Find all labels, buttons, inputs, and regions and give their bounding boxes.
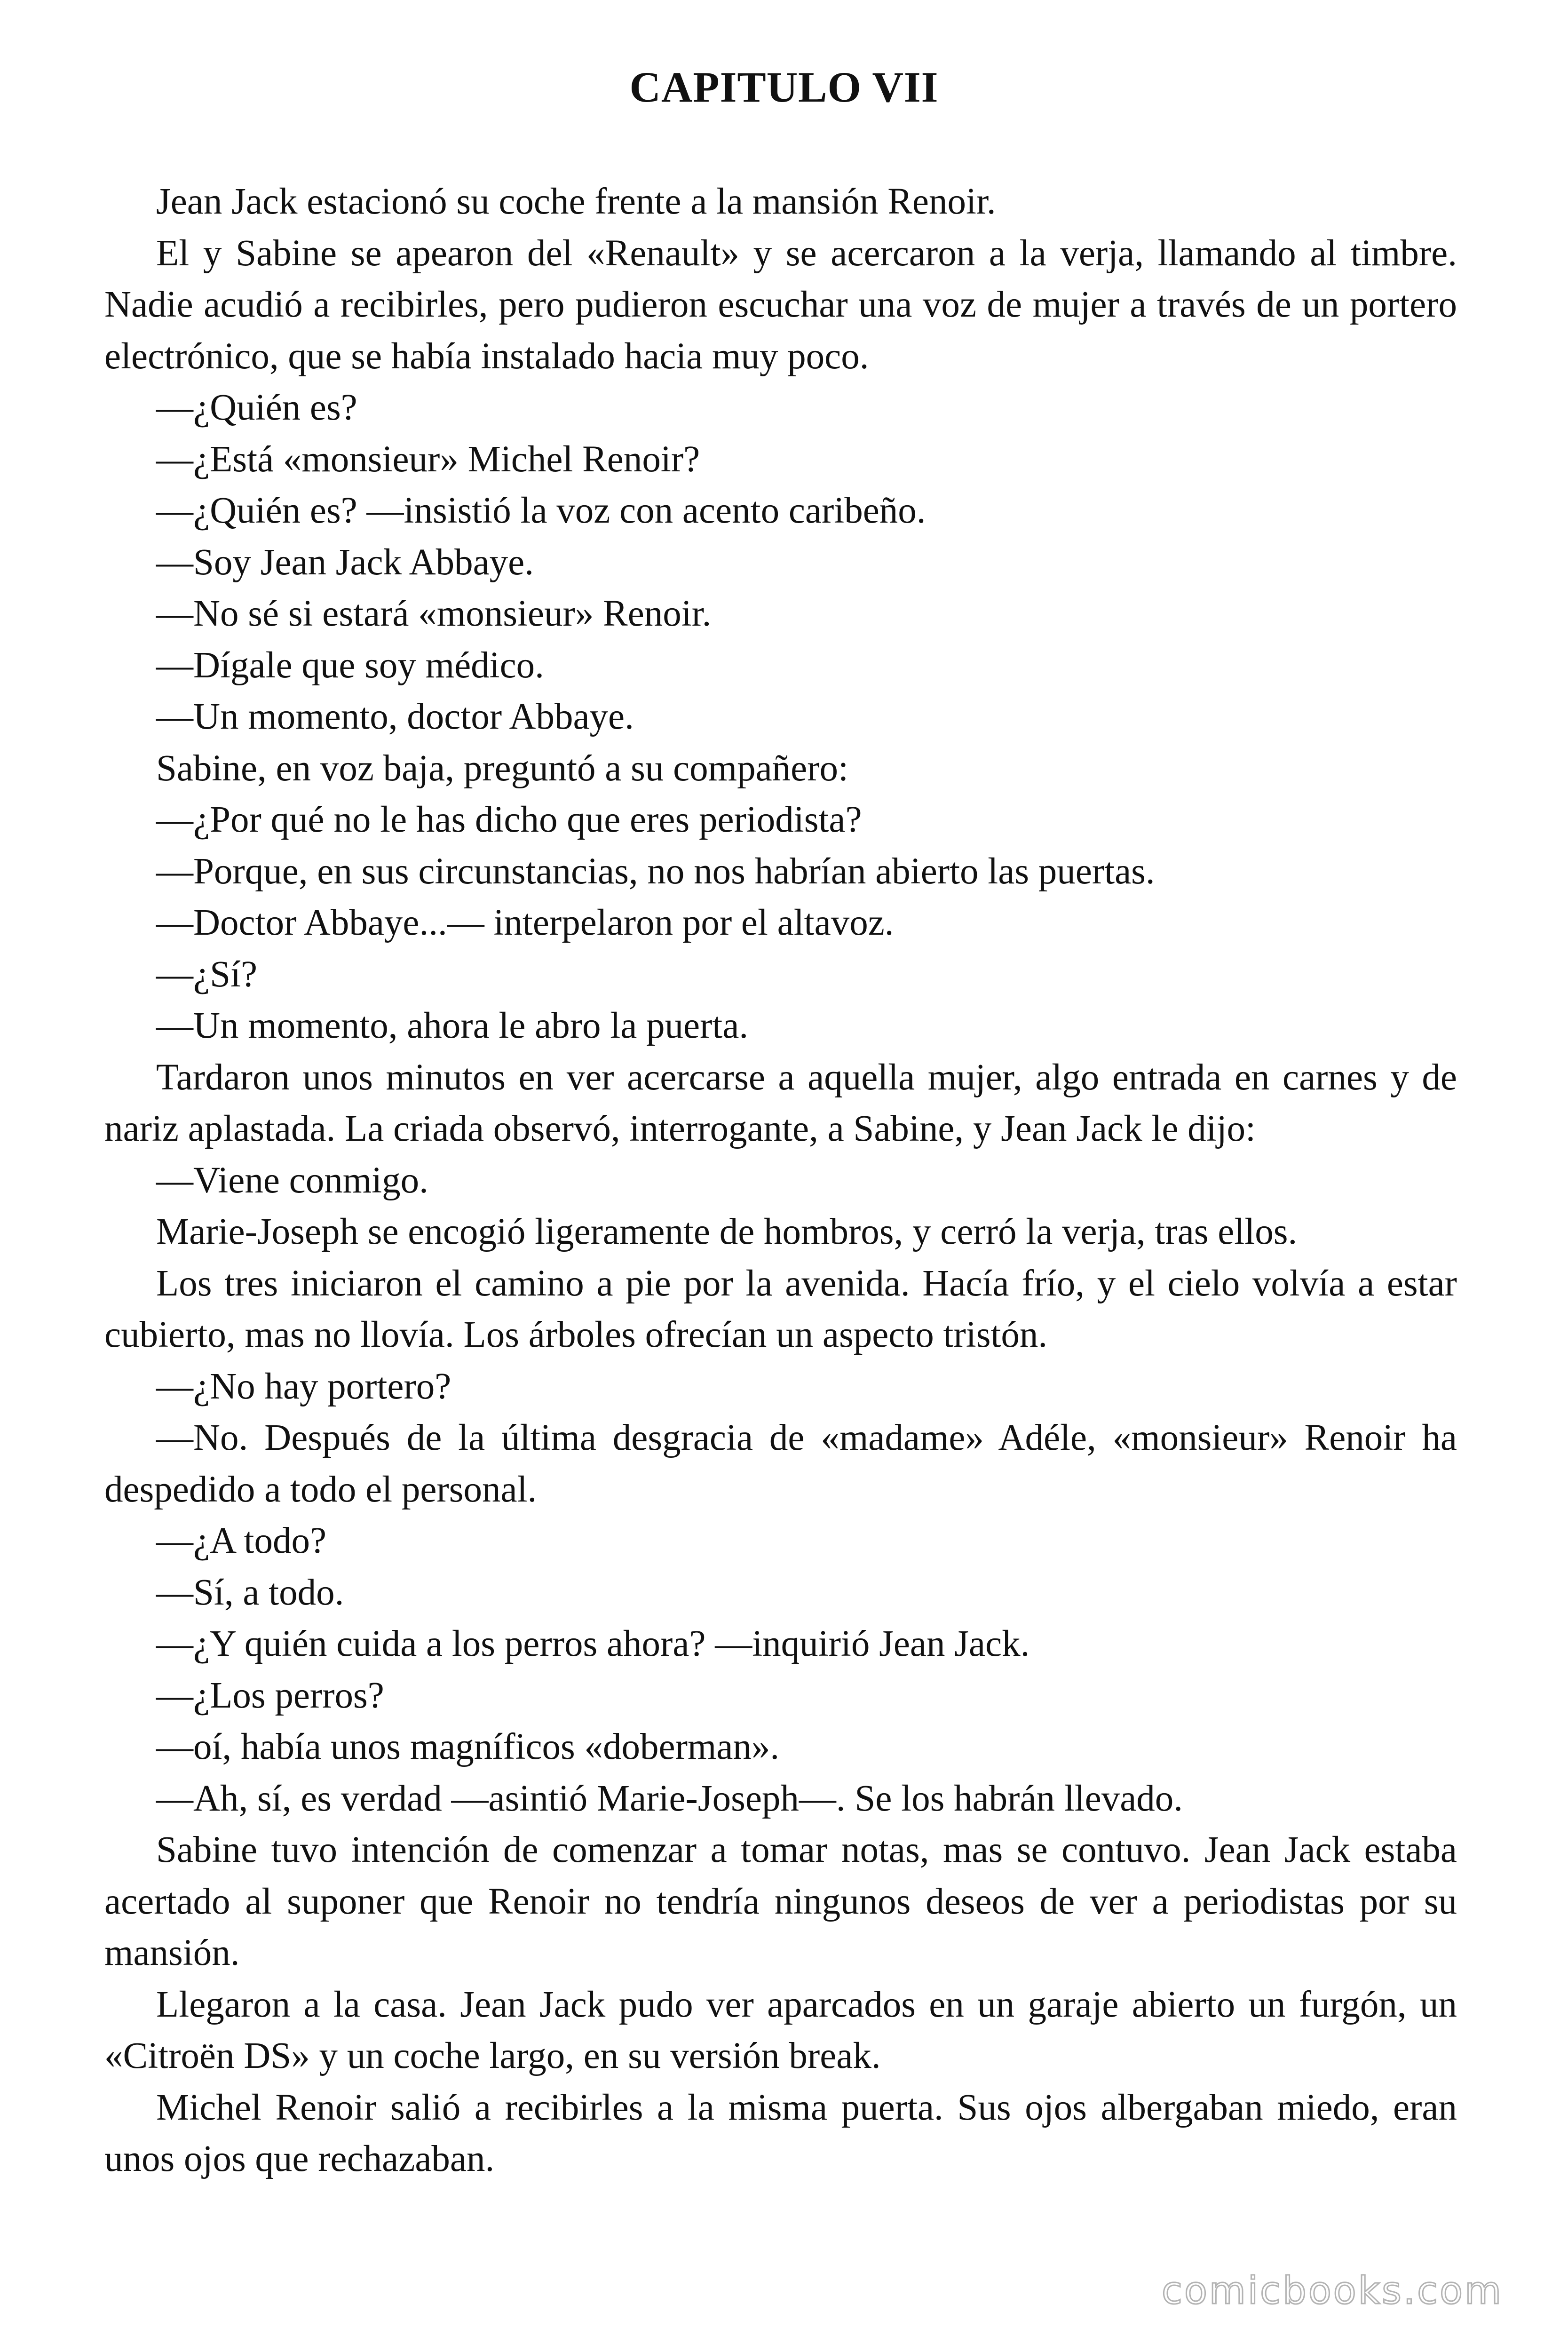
paragraph: Sabine tuvo intención de comenzar a tomar notas, mas se contuvo. Jean Jack estaba acertado al suponer que Renoir no tendría ningunos deseos de ver a periodistas por su mansión.: [104, 1829, 1457, 1973]
dialogue-line: —No sé si estará «monsieur» Renoir.: [156, 593, 712, 634]
paragraph: Llegaron a la casa. Jean Jack pudo ver aparcados en un garaje abierto un furgón, un «Citroën DS» y un coche largo, en su versión break.: [104, 1984, 1457, 2076]
dialogue-line: —¿A todo?: [156, 1520, 327, 1561]
dialogue-line: —¿Quién es?: [156, 387, 357, 428]
paragraph: El y Sabine se apearon del «Renault» y se acercaron a la verja, llamando al timbre. Nadie acudió a recibirles, pero pudieron escuchar una voz de mujer a través de un portero electrónico, que se había instalado hacia muy poco.: [104, 232, 1457, 377]
dialogue-line: —No. Después de la última desgracia de «madame» Adéle, «monsieur» Renoir ha despedido a todo el personal.: [104, 1417, 1457, 1510]
dialogue-line: —¿Los perros?: [156, 1675, 384, 1716]
paragraph: Tardaron unos minutos en ver acercarse a aquella mujer, algo entrada en carnes y de nariz aplastada. La criada observó, interrogante, a Sabine, y Jean Jack le dijo:: [104, 1057, 1457, 1149]
dialogue-line: —Dígale que soy médico.: [156, 644, 544, 686]
dialogue-line: —¿No hay portero?: [156, 1366, 451, 1407]
dialogue-line: —Viene conmigo.: [156, 1160, 428, 1201]
dialogue-line: —¿Y quién cuida a los perros ahora? —inquirió Jean Jack.: [156, 1623, 1030, 1664]
paragraph: Jean Jack estacionó su coche frente a la mansión Renoir.: [156, 181, 996, 222]
paragraph: Sabine, en voz baja, preguntó a su compañero:: [156, 747, 848, 789]
dialogue-line: —oí, había unos magníficos «doberman».: [156, 1726, 780, 1767]
dialogue-line: —Un momento, doctor Abbaye.: [156, 696, 634, 737]
paragraph: Los tres iniciaron el camino a pie por la avenida. Hacía frío, y el cielo volvía a estar cubierto, mas no llovía. Los árboles ofrecían un aspecto tristón.: [104, 1263, 1457, 1355]
dialogue-line: —Doctor Abbaye...— interpelaron por el altavoz.: [156, 902, 894, 943]
paragraph: Michel Renoir salió a recibirles a la misma puerta. Sus ojos albergaban miedo, eran unos ojos que rechazaban.: [104, 2087, 1457, 2179]
dialogue-line: —¿Quién es? —insistió la voz con acento caribeño.: [156, 490, 926, 531]
paragraph: Marie-Joseph se encogió ligeramente de hombros, y cerró la verja, tras ellos.: [156, 1211, 1298, 1252]
dialogue-line: —¿Por qué no le has dicho que eres periodista?: [156, 799, 862, 840]
dialogue-line: —Ah, sí, es verdad —asintió Marie-Joseph—. Se los habrán llevado.: [156, 1778, 1183, 1819]
dialogue-line: —Sí, a todo.: [156, 1572, 344, 1613]
chapter-body: [104, 176, 1457, 2185]
dialogue-line: —Porque, en sus circunstancias, no nos habrían abierto las puertas.: [156, 850, 1155, 892]
chapter-title: CAPITULO VII: [629, 63, 939, 111]
watermark: comicbooks.com: [1162, 2269, 1504, 2312]
dialogue-line: —Un momento, ahora le abro la puerta.: [156, 1005, 749, 1046]
dialogue-line: —¿Está «monsieur» Michel Renoir?: [156, 438, 700, 480]
dialogue-line: —Soy Jean Jack Abbaye.: [156, 541, 534, 583]
dialogue-line: —¿Sí?: [156, 954, 258, 995]
